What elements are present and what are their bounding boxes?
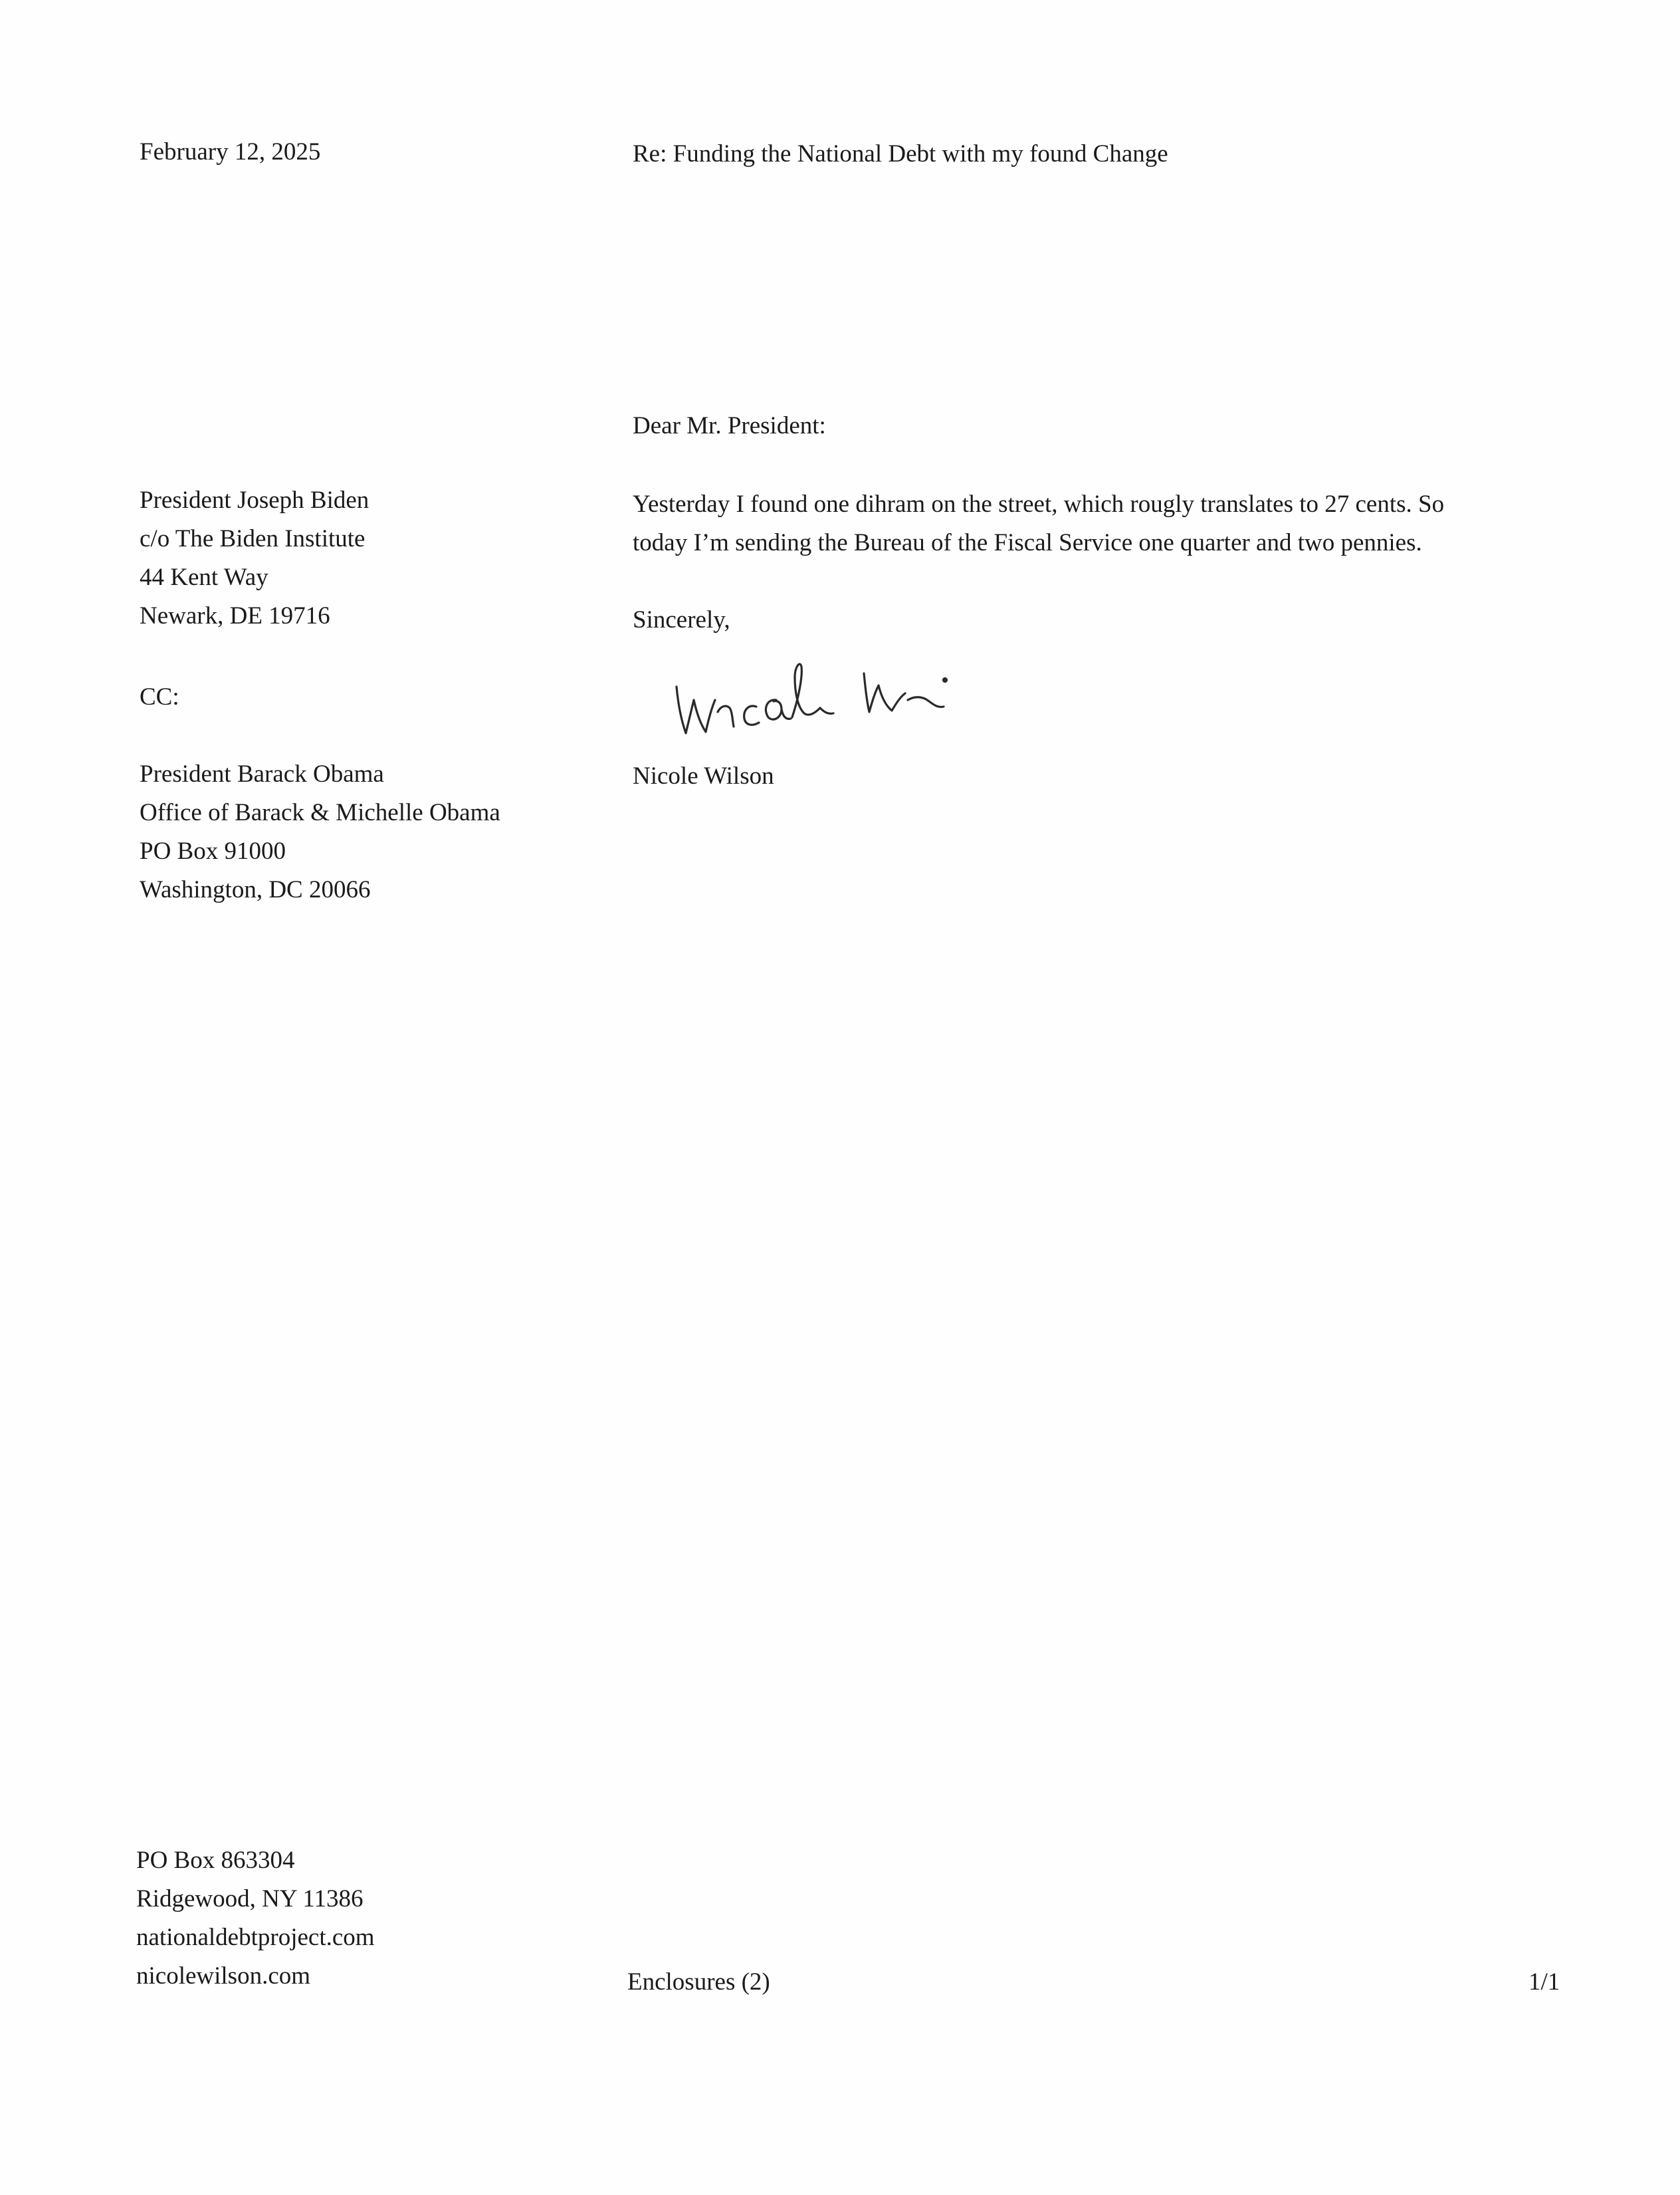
sender-address (136, 1841, 375, 1996)
cc-label: CC: (140, 683, 179, 711)
salutation: Dear Mr. President: (633, 412, 826, 439)
cc-recipient-city: Washington, DC 20066 (140, 876, 371, 903)
sender-website: nationaldebtproject.com (136, 1924, 375, 1951)
enclosures-note: Enclosures (2) (627, 1968, 770, 1996)
page-number: 1/1 (1528, 1968, 1560, 1996)
sender-website: nicolewilson.com (136, 1962, 311, 1990)
recipient-city: Newark, DE 19716 (140, 602, 330, 630)
letter-date: February 12, 2025 (140, 138, 321, 166)
cc-recipient-address (140, 755, 500, 909)
recipient-street: 44 Kent Way (140, 564, 268, 591)
cc-recipient-po-box: PO Box 91000 (140, 838, 286, 865)
sender-po-box: PO Box 863304 (136, 1847, 295, 1874)
signer-name: Nicole Wilson (633, 762, 774, 790)
body-line: today I’m sending the Bureau of the Fiscal Service one quarter and two pennies. (633, 529, 1422, 556)
recipient-address (140, 481, 369, 635)
signature-drawing (671, 648, 977, 754)
closing: Sincerely, (633, 606, 730, 634)
recipient-organization: c/o The Biden Institute (140, 525, 366, 552)
handwritten-signature (671, 648, 977, 754)
cc-recipient-organization: Office of Barack & Michelle Obama (140, 799, 500, 826)
letter-subject: Re: Funding the National Debt with my found Change (633, 140, 1168, 168)
cc-recipient-name: President Barack Obama (140, 760, 384, 788)
sender-city: Ridgewood, NY 11386 (136, 1885, 364, 1912)
body-line: Yesterday I found one dihram on the street, which rougly translates to 27 cents. So (633, 491, 1445, 518)
recipient-name: President Joseph Biden (140, 487, 369, 514)
letter-body (633, 485, 1444, 562)
